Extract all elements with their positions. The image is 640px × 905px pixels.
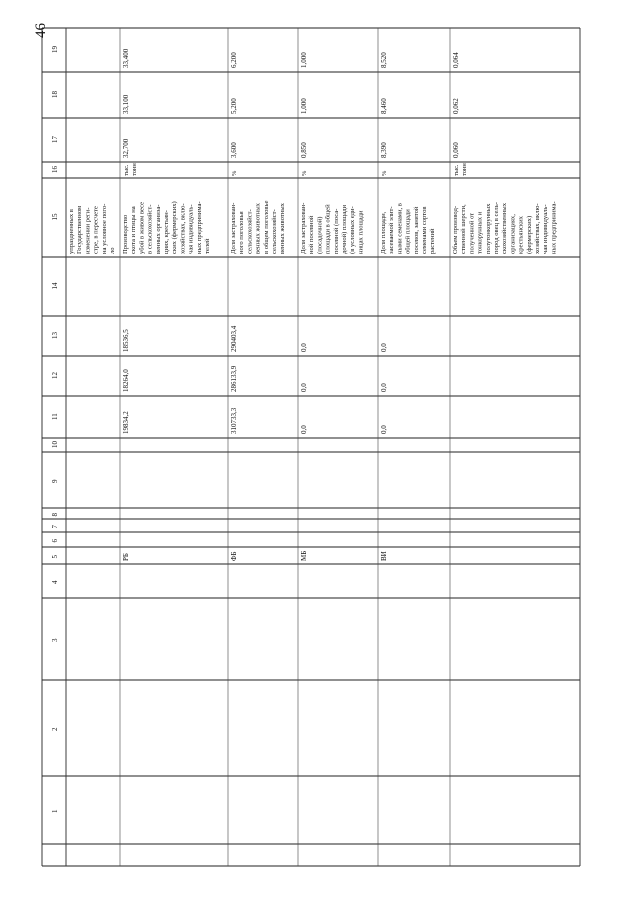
target-col-19: 0,064 <box>452 52 460 68</box>
indicator-text: упраздненных в <box>68 209 75 254</box>
indicator-text: Производство <box>122 214 129 254</box>
indicator-text: на условное пого- <box>100 203 108 254</box>
indicator-text: скохозяйственных <box>501 202 509 254</box>
target-col-19: 6,200 <box>230 52 238 68</box>
indicator-text: пород овец в сель- <box>493 202 500 254</box>
column-number-11: 11 <box>51 413 59 420</box>
indicator-text: телей <box>204 238 211 254</box>
indicator-text: ных предпринима- <box>195 201 203 254</box>
value-col-12: 18264,0 <box>122 369 130 392</box>
target-col-17: 8,390 <box>380 142 388 158</box>
value-col-13: 0,0 <box>300 343 308 352</box>
target-col-17: 0,060 <box>452 142 460 158</box>
column-number-4: 4 <box>51 580 59 584</box>
column-number-6: 6 <box>51 539 59 543</box>
funding-source: ФБ <box>230 551 238 561</box>
indicator-text: ницах площади <box>357 210 365 254</box>
indicator-text: семенами сортов <box>421 206 428 254</box>
indicator-text: посевов, занятой <box>412 206 420 254</box>
indicator-text: скота и птицы на <box>130 206 138 254</box>
indicator-text: ными семенами, в <box>396 203 404 254</box>
funding-source: ВИ <box>380 551 388 561</box>
indicator-text: полученной от <box>468 212 476 254</box>
indicator-text: Доля площади, <box>380 211 387 254</box>
indicator-text: Государственном <box>76 205 84 254</box>
target-col-19: 1,000 <box>300 52 308 68</box>
column-number-9: 9 <box>51 479 59 483</box>
indicator-text: венных животных <box>254 203 262 254</box>
indicator-text: ных предпринима- <box>550 201 558 254</box>
unit-label: % <box>381 170 388 176</box>
unit-label: тыс. <box>123 164 130 176</box>
column-number-8: 8 <box>51 513 59 517</box>
unit-label: тонн <box>131 163 138 176</box>
indicator-text: сельскохозяйст- <box>271 209 278 254</box>
target-col-17: 3,600 <box>230 142 238 158</box>
indicator-text: венных организа- <box>154 204 162 254</box>
target-col-18: 5,200 <box>230 98 238 114</box>
indicator-text: хозяйствах, вклю- <box>534 203 541 254</box>
column-number-17: 17 <box>51 136 59 143</box>
indicator-text: общей площади <box>404 209 412 254</box>
indicator-text: в сельскохозяйст- <box>146 204 154 254</box>
indicator-text: тонкорунных и <box>476 211 484 254</box>
indicator-text: организациях, <box>509 214 517 254</box>
indicator-text: убой в живом весе <box>138 201 146 254</box>
value-col-13: 0,0 <box>380 343 388 352</box>
indicator-text: дочной) площади <box>341 205 348 254</box>
target-col-18: 1,000 <box>300 98 308 114</box>
indicator-text: крестьянских <box>517 216 525 254</box>
column-number-1: 1 <box>51 809 59 813</box>
indicator-text: изменении реги- <box>84 207 92 254</box>
unit-label: тонн <box>461 163 468 176</box>
table-cells <box>51 46 557 814</box>
indicator-text: в общем поголовье <box>262 200 270 254</box>
column-number-12: 12 <box>51 372 59 379</box>
indicator-text: полутонкорунных <box>484 203 492 254</box>
column-number-18: 18 <box>51 91 59 98</box>
value-col-13: 18536,5 <box>122 329 130 352</box>
value-col-11: 0,0 <box>380 425 388 434</box>
funding-source: МБ <box>300 550 308 561</box>
indicator-text: ственной шерсти, <box>460 204 468 254</box>
indicator-text: чая индивидуаль- <box>542 204 550 254</box>
value-col-11: 310733,3 <box>230 407 238 434</box>
indicator-text: (фермерских) <box>525 215 533 254</box>
indicator-text: посевной (поса- <box>332 208 340 254</box>
column-number-16: 16 <box>51 166 59 173</box>
column-number-2: 2 <box>51 727 59 731</box>
unit-label: % <box>301 170 308 176</box>
indicator-text: циях, крестьян- <box>163 210 170 254</box>
value-col-12: 0,0 <box>300 383 308 392</box>
page-number: 46 <box>33 23 49 38</box>
column-number-19: 19 <box>51 46 59 53</box>
indicator-text: ной посевной <box>308 215 316 254</box>
value-col-11: 0,0 <box>300 425 308 434</box>
column-number-5: 5 <box>51 555 59 559</box>
unit-label: % <box>231 170 238 176</box>
indicator-text: сельскохозяйст- <box>246 209 254 254</box>
indicator-text: ло <box>109 247 116 254</box>
indicator-text: (в условных еди- <box>349 206 357 254</box>
target-col-18: 33,100 <box>122 94 130 114</box>
value-col-12: 0,0 <box>380 383 388 392</box>
indicator-text: растений <box>429 228 437 254</box>
indicator-text: ного поголовья <box>238 211 246 254</box>
indicator-text: (посадочной) <box>316 216 324 254</box>
target-col-19: 33,400 <box>122 48 130 68</box>
column-number-3: 3 <box>51 638 59 642</box>
target-col-17: 32,700 <box>122 138 130 158</box>
value-col-11: 19834,2 <box>122 411 130 434</box>
target-col-18: 8,460 <box>380 98 388 114</box>
unit-label: тыс. <box>453 164 460 176</box>
funding-source: РБ <box>122 553 130 561</box>
indicator-text: Объем производ- <box>452 205 459 254</box>
column-number-13: 13 <box>51 332 59 339</box>
indicator-text: засеваемой элит- <box>388 206 396 254</box>
indicator-text: Доля застрахован- <box>300 202 307 254</box>
column-number-15: 15 <box>51 213 59 221</box>
indicator-text: Доля застрахован- <box>230 202 237 254</box>
value-col-13: 290403,4 <box>230 325 238 352</box>
indicator-text: площади в общей <box>324 204 332 254</box>
indicator-text: венных животных <box>279 203 287 254</box>
indicator-text: хозяйствах, вклю- <box>179 203 187 254</box>
target-col-19: 8,520 <box>380 52 388 68</box>
indicator-text: ских (фермерских) <box>171 201 179 254</box>
target-col-17: 0,850 <box>300 142 308 158</box>
target-col-18: 0,062 <box>452 98 460 114</box>
column-number-14: 14 <box>51 282 59 290</box>
column-number-7: 7 <box>51 525 59 529</box>
indicator-text: стре, в пересчете <box>92 206 100 254</box>
column-number-10: 10 <box>51 441 59 448</box>
value-col-12: 286133,9 <box>230 365 238 392</box>
indicator-text: чая индивидуаль- <box>187 204 195 254</box>
